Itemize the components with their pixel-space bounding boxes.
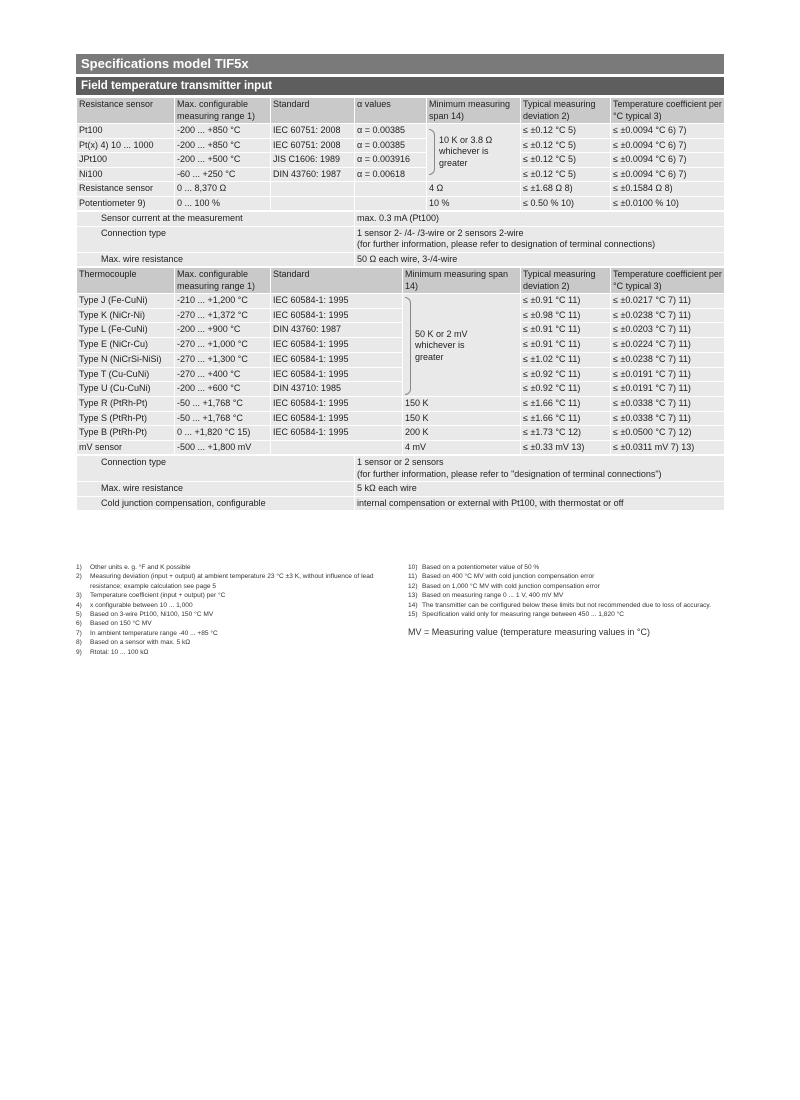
header-cell: Typical measuring deviation 2)	[521, 268, 611, 294]
alpha-cell: α = 0.00385	[355, 138, 427, 153]
sensor-cell: Type S (PtRh-Pt)	[77, 411, 175, 426]
span-cell: 150 K	[403, 411, 521, 426]
footnotes-right	[408, 563, 724, 637]
deviation-cell: ≤ ±0.12 °C 5)	[521, 153, 611, 168]
sensor-cell: Type B (PtRh-Pt)	[77, 426, 175, 441]
footnote	[408, 591, 724, 600]
standard-cell	[271, 182, 355, 197]
table-row	[77, 440, 725, 455]
range-cell: 0 ... 100 %	[175, 196, 271, 211]
coefficient-cell: ≤ ±0.0191 °C 7) 11)	[611, 382, 725, 397]
coefficient-cell: ≤ ±0.0094 °C 6) 7)	[611, 167, 725, 182]
range-cell: -200 ... +600 °C	[175, 382, 271, 397]
sensor-cell: Type E (NiCr-Cu)	[77, 338, 175, 353]
standard-cell: IEC 60751: 2008	[271, 138, 355, 153]
mv-note: MV = Measuring value (temperature measuring values in °C)	[408, 627, 650, 638]
label-cell: Connection type	[77, 456, 355, 482]
table-row	[77, 323, 725, 338]
value-cell: max. 0.3 mA (Pt100)	[355, 212, 725, 227]
deviation-cell: ≤ ±1.66 °C 11)	[521, 397, 611, 412]
footnote-key: 11)	[408, 573, 418, 581]
range-cell: -270 ... +1,000 °C	[175, 338, 271, 353]
header-cell: Temperature coefficient per °C typical 3)	[611, 98, 725, 124]
coefficient-cell: ≤ ±0.0203 °C 7) 11)	[611, 323, 725, 338]
table-row	[77, 496, 725, 511]
standard-cell: IEC 60584-1: 1995	[271, 426, 403, 441]
footnote-key: 8)	[76, 639, 82, 647]
span-group-cell	[427, 124, 521, 182]
table-row	[77, 167, 725, 182]
range-cell: -200 ... +900 °C	[175, 323, 271, 338]
standard-cell: IEC 60751: 2008	[271, 124, 355, 139]
table-row	[77, 338, 725, 353]
value-cell: 50 Ω each wire, 3-/4-wire	[355, 252, 725, 267]
header-cell: Max. configurable measuring range 1)	[175, 98, 271, 124]
sensor-cell: Potentiometer 9)	[77, 196, 175, 211]
value-cell: 1 sensor 2- /4- /3-wire or 2 sensors 2-wire (for further information, please refer to designation of terminal connections)	[355, 226, 725, 252]
sensor-cell: Ni100	[77, 167, 175, 182]
standard-cell: IEC 60584-1: 1995	[271, 367, 403, 382]
alpha-cell: α = 0.00385	[355, 124, 427, 139]
header-cell: Thermocouple	[77, 268, 175, 294]
footnote	[76, 563, 376, 572]
footnote-text: The transmitter can be configured below these limits but not recommended due to loss of accuracy.	[422, 601, 712, 609]
table-row	[77, 426, 725, 441]
brace-icon	[405, 297, 411, 395]
standard-cell: DIN 43760: 1987	[271, 323, 403, 338]
standard-cell: IEC 60584-1: 1995	[271, 352, 403, 367]
coefficient-cell: ≤ ±0.0191 °C 7) 11)	[611, 367, 725, 382]
value-cell: 1 sensor or 2 sensors (for further information, please refer to "designation of terminal connections")	[355, 456, 725, 482]
deviation-cell: ≤ ±0.33 mV 13)	[521, 440, 611, 455]
footnote-text: Measuring deviation (input + output) at ambient temperature 23 °C ±3 K, without influence of lead resistance; example calculation see page 5	[90, 573, 374, 590]
footnote	[76, 638, 376, 647]
sensor-cell: Type N (NiCrSi-NiSi)	[77, 352, 175, 367]
table-row	[77, 294, 725, 309]
deviation-cell: ≤ ±0.92 °C 11)	[521, 367, 611, 382]
range-cell: 0 ... +1,820 °C 15)	[175, 426, 271, 441]
label-cell: Cold junction compensation, configurable	[77, 496, 355, 511]
span-cell: 4 mV	[403, 440, 521, 455]
header-cell: Standard	[271, 98, 355, 124]
footnote	[76, 572, 376, 591]
header-cell: Temperature coefficient per °C typical 3)	[611, 268, 725, 294]
footnote-text: Rtotal: 10 ... 100 kΩ	[90, 648, 149, 656]
label-cell: Max. wire resistance	[77, 252, 355, 267]
coefficient-cell: ≤ ±0.0238 °C 7) 11)	[611, 352, 725, 367]
footnote	[76, 610, 376, 619]
range-cell: 0 ... 8,370 Ω	[175, 182, 271, 197]
range-cell: -200 ... +500 °C	[175, 153, 271, 168]
span-cell: 10 %	[427, 196, 521, 211]
tc-table	[76, 267, 725, 455]
table-row	[77, 382, 725, 397]
footnote-text: Based on measuring range 0 ... 1 V, 400 mV MV	[422, 592, 564, 600]
deviation-cell: ≤ ±0.92 °C 11)	[521, 382, 611, 397]
footnote-key: 12)	[408, 582, 418, 590]
header-cell: Standard	[271, 268, 403, 294]
deviation-cell: ≤ ±1.66 °C 11)	[521, 411, 611, 426]
label-cell: Connection type	[77, 226, 355, 252]
sensor-cell: Type J (Fe-CuNi)	[77, 294, 175, 309]
rtd-table	[76, 97, 725, 211]
footnote-text: Based on a sensor with max. 5 kΩ	[90, 639, 191, 647]
section-title: Field temperature transmitter input	[76, 77, 724, 95]
alpha-cell: α = 0.003916	[355, 153, 427, 168]
footnote-key: 13)	[408, 592, 418, 600]
rtd-header-row	[77, 98, 725, 124]
alpha-cell	[355, 196, 427, 211]
standard-cell: IEC 60584-1: 1995	[271, 338, 403, 353]
span-cell: 200 K	[403, 426, 521, 441]
range-cell: -210 ... +1,200 °C	[175, 294, 271, 309]
deviation-cell: ≤ ±0.91 °C 11)	[521, 323, 611, 338]
footnote-key: 1)	[76, 564, 82, 571]
span-group-text: 10 K or 3.8 Ω whichever is greater	[439, 134, 493, 168]
footnote-key: 7)	[76, 629, 82, 637]
footnotes-left	[76, 563, 376, 657]
range-cell: -200 ... +850 °C	[175, 138, 271, 153]
deviation-cell: ≤ 0.50 % 10)	[521, 196, 611, 211]
coefficient-cell: ≤ ±0.0338 °C 7) 11)	[611, 411, 725, 426]
footnote	[408, 563, 724, 572]
standard-cell: DIN 43710: 1985	[271, 382, 403, 397]
range-cell: -270 ... +1,300 °C	[175, 352, 271, 367]
footnote-key: 2)	[76, 573, 82, 581]
range-cell: -270 ... +1,372 °C	[175, 308, 271, 323]
footnote	[76, 601, 376, 610]
sensor-cell: Pt(x) 4) 10 ... 1000	[77, 138, 175, 153]
span-cell: 150 K	[403, 397, 521, 412]
tc-extra-table	[76, 455, 725, 511]
range-cell: -60 ... +250 °C	[175, 167, 271, 182]
deviation-cell: ≤ ±0.12 °C 5)	[521, 167, 611, 182]
tc-header-row	[77, 268, 725, 294]
footnote	[408, 572, 724, 581]
footnote-text: Based on 1,000 °C MV with cold junction compensation error	[422, 582, 600, 590]
label-cell: Max. wire resistance	[77, 482, 355, 497]
footnote-key: 5)	[76, 611, 82, 619]
deviation-cell: ≤ ±0.12 °C 5)	[521, 124, 611, 139]
standard-cell: IEC 60584-1: 1995	[271, 294, 403, 309]
standard-cell: IEC 60584-1: 1995	[271, 411, 403, 426]
coefficient-cell: ≤ ±0.0224 °C 7) 11)	[611, 338, 725, 353]
footnote-key: 14)	[408, 601, 418, 609]
coefficient-cell: ≤ ±0.1584 Ω 8)	[611, 182, 725, 197]
footnote-text: In ambient temperature range -40 ... +85 °C	[90, 629, 218, 637]
deviation-cell: ≤ ±0.91 °C 11)	[521, 338, 611, 353]
standard-cell: DIN 43760: 1987	[271, 167, 355, 182]
deviation-cell: ≤ ±1.68 Ω 8)	[521, 182, 611, 197]
header-cell: Minimum measuring span 14)	[403, 268, 521, 294]
footnote-key: 9)	[76, 648, 82, 656]
footnote	[408, 610, 724, 619]
footnote	[408, 582, 724, 591]
sensor-cell: Resistance sensor	[77, 182, 175, 197]
span-group-cell	[403, 294, 521, 397]
footnote	[76, 591, 376, 600]
coefficient-cell: ≤ ±0.0094 °C 6) 7)	[611, 153, 725, 168]
footnote	[76, 629, 376, 638]
standard-cell: IEC 60584-1: 1995	[271, 397, 403, 412]
footnote-key: 6)	[76, 620, 82, 628]
deviation-cell: ≤ ±1.73 °C 12)	[521, 426, 611, 441]
spec-sheet	[76, 54, 724, 511]
coefficient-cell: ≤ ±0.0338 °C 7) 11)	[611, 397, 725, 412]
table-row	[77, 124, 725, 139]
coefficient-cell: ≤ ±0.0094 °C 6) 7)	[611, 124, 725, 139]
sensor-cell: Type R (PtRh-Pt)	[77, 397, 175, 412]
sensor-cell: Type T (Cu-CuNi)	[77, 367, 175, 382]
header-cell: Minimum measuring span 14)	[427, 98, 521, 124]
footnote-text: x configurable between 10 ... 1,000	[90, 601, 193, 609]
coefficient-cell: ≤ ±0.0238 °C 7) 11)	[611, 308, 725, 323]
value-cell: internal compensation or external with Pt100, with thermostat or off	[355, 496, 725, 511]
value-cell: 5 kΩ each wire	[355, 482, 725, 497]
table-row	[77, 212, 725, 227]
span-group-text: 50 K or 2 mV whichever is greater	[415, 328, 468, 362]
range-cell: -270 ... +400 °C	[175, 367, 271, 382]
footnote	[76, 648, 376, 657]
footnote-text: Based on 150 °C MV	[90, 620, 152, 628]
sensor-cell: mV sensor	[77, 440, 175, 455]
table-row	[77, 352, 725, 367]
range-cell: -50 ... +1,768 °C	[175, 411, 271, 426]
sensor-cell: Type L (Fe-CuNi)	[77, 323, 175, 338]
deviation-cell: ≤ ±1.02 °C 11)	[521, 352, 611, 367]
sensor-cell: Pt100	[77, 124, 175, 139]
page-title: Specifications model TIF5x	[76, 54, 724, 74]
footnote-key: 10)	[408, 564, 418, 571]
standard-cell: IEC 60584-1: 1995	[271, 308, 403, 323]
table-row	[77, 411, 725, 426]
footnote-text: Temperature coefficient (input + output) per °C	[90, 592, 226, 600]
footnote-text: Based on 3-wire Pt100, Ni100, 150 °C MV	[90, 611, 214, 619]
coefficient-cell: ≤ ±0.0094 °C 6) 7)	[611, 138, 725, 153]
standard-cell	[271, 196, 355, 211]
table-row	[77, 252, 725, 267]
footnote-text: Other units e. g. °F and K possible	[90, 564, 191, 571]
deviation-cell: ≤ ±0.98 °C 11)	[521, 308, 611, 323]
span-cell: 4 Ω	[427, 182, 521, 197]
footnote-text: Based on 400 °C MV with cold junction compensation error	[422, 573, 595, 581]
standard-cell: JIS C1606: 1989	[271, 153, 355, 168]
coefficient-cell: ≤ ±0.0311 mV 7) 13)	[611, 440, 725, 455]
range-cell: -200 ... +850 °C	[175, 124, 271, 139]
header-cell: Max. configurable measuring range 1)	[175, 268, 271, 294]
sensor-cell: Type U (Cu-CuNi)	[77, 382, 175, 397]
header-cell: Typical measuring deviation 2)	[521, 98, 611, 124]
deviation-cell: ≤ ±0.12 °C 5)	[521, 138, 611, 153]
sensor-cell: Type K (NiCr-Ni)	[77, 308, 175, 323]
label-cell: Sensor current at the measurement	[77, 212, 355, 227]
deviation-cell: ≤ ±0.91 °C 11)	[521, 294, 611, 309]
table-row	[77, 182, 725, 197]
table-row	[77, 153, 725, 168]
header-cell: Resistance sensor	[77, 98, 175, 124]
alpha-cell: α = 0.00618	[355, 167, 427, 182]
footnote-key: 3)	[76, 592, 82, 600]
footnote-text: Specification valid only for measuring range between 450 ... 1,820 °C	[422, 611, 625, 619]
sensor-cell: JPt100	[77, 153, 175, 168]
footnote-text: Based on a potentiometer value of 50 %	[422, 564, 540, 571]
footnote	[408, 601, 724, 610]
table-row	[77, 367, 725, 382]
coefficient-cell: ≤ ±0.0100 % 10)	[611, 196, 725, 211]
coefficient-cell: ≤ ±0.0217 °C 7) 11)	[611, 294, 725, 309]
table-row	[77, 138, 725, 153]
coefficient-cell: ≤ ±0.0500 °C 7) 12)	[611, 426, 725, 441]
range-cell: -50 ... +1,768 °C	[175, 397, 271, 412]
table-row	[77, 456, 725, 482]
header-cell: α values	[355, 98, 427, 124]
standard-cell	[271, 440, 403, 455]
brace-icon	[429, 129, 435, 175]
table-row	[77, 397, 725, 412]
table-row	[77, 196, 725, 211]
alpha-cell	[355, 182, 427, 197]
rtd-extra-table	[76, 211, 725, 267]
footnote-key: 4)	[76, 601, 82, 609]
table-row	[77, 226, 725, 252]
table-row	[77, 308, 725, 323]
table-row	[77, 482, 725, 497]
footnote	[76, 619, 376, 628]
footnote-key: 15)	[408, 611, 418, 619]
range-cell: -500 ... +1,800 mV	[175, 440, 271, 455]
